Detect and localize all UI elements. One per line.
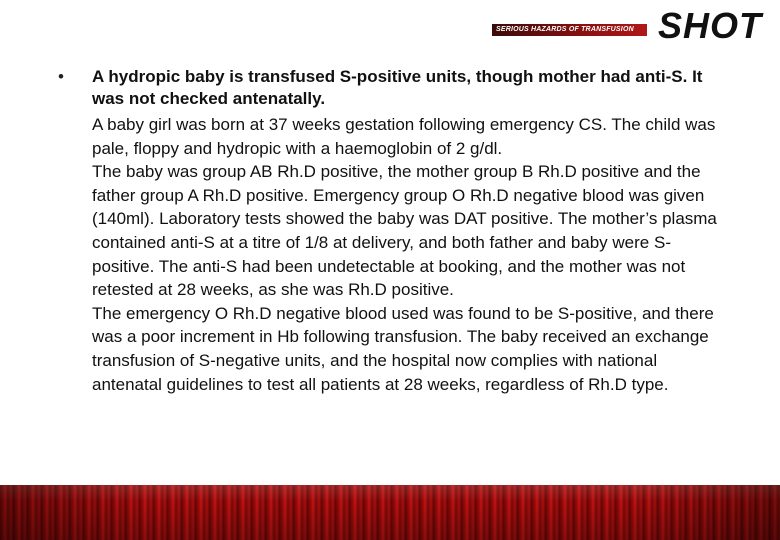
footer-shading [0, 485, 780, 540]
logo-subtitle: SERIOUS HAZARDS OF TRANSFUSION [496, 26, 634, 33]
slide-content [58, 66, 723, 396]
bullet-text [92, 66, 723, 396]
case-heading: A hydropic baby is transfused S-positive units, though mother had anti-S. It was not checked antenatally. [92, 67, 703, 108]
case-paragraph-birth: A baby girl was born at 37 weeks gestation following emergency CS. The child was pale, floppy and hydropic with a haemoglobin of 2 g/dl. [92, 115, 716, 158]
bullet-marker: • [58, 67, 64, 86]
case-paragraph-outcome: The emergency O Rh.D negative blood used was found to be S-positive, and there was a poor increment in Hb following transfusion. The baby received an exchange transfusion of S-negative units, and the hospital now complies with national antenatal guidelines to test all patients at 28 weeks, regardless of Rh.D type. [92, 303, 714, 394]
bullet-item [58, 66, 723, 396]
shot-logo [492, 5, 762, 46]
logo-wordmark: SHOT [657, 5, 762, 46]
case-paragraph-groups: The baby was group AB Rh.D positive, the mother group B Rh.D positive and the father group A Rh.D positive. Emergency group O Rh.D negative blood was given (140ml). Laboratory tests showed the baby was DAT positive. The mother’s plasma contained anti-S at a titre of 1/8 at delivery, and both father and baby were S-positive. The anti-S had been undetectable at booking, and the mother was not retested at 28 weeks, as she was Rh.D positive. [92, 162, 717, 300]
